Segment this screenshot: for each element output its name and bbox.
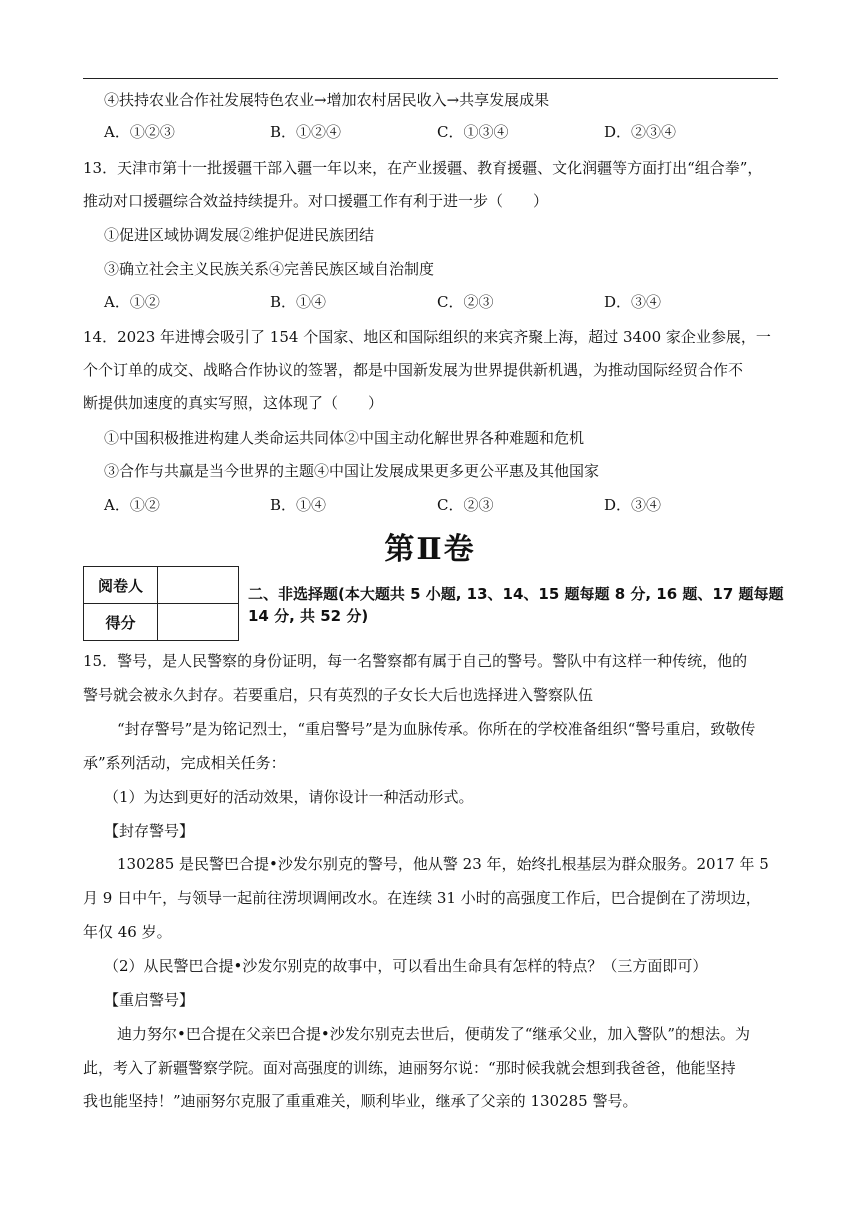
header-rule	[83, 78, 778, 79]
q14-option-d[interactable]: D．③④	[604, 496, 662, 514]
q13-items-line-2: ③确立社会主义民族关系④完善民族区域自治制度	[104, 260, 435, 278]
q13-stem-line-2: 推动对口援疆综合效益持续提升。对口援疆工作有利于进一步（ ）	[83, 192, 549, 210]
q12-item-4: ④扶持农业合作社发展特色农业→增加农村居民收入→共享发展成果	[104, 91, 550, 109]
volume-title: 第Ⅱ卷	[384, 532, 476, 567]
q13-option-d[interactable]: D．③④	[604, 293, 662, 311]
q14-option-b[interactable]: B．①④	[270, 496, 327, 514]
q15-sub-1-line-3: 年仅 46 岁。	[83, 923, 172, 941]
score-table	[83, 566, 239, 641]
q13-stem-line-1: 13．天津市第十一批援疆干部入疆一年以来，在产业援疆、教育援疆、文化润疆等方面打出“组合拳”，	[83, 159, 763, 177]
reviewer-field[interactable]	[158, 567, 239, 604]
q15-sub-2-title: 【重启警号】	[104, 991, 195, 1009]
q12-option-a[interactable]: A．①②③	[104, 123, 175, 141]
q14-stem-line-2: 个个订单的成交、战略合作协议的签署，都是中国新发展为世界提供新机遇，为推动国际经贸合作不	[83, 361, 744, 379]
q13-option-a[interactable]: A．①②	[104, 293, 160, 311]
q15-para-line-2: 承”系列活动，完成相关任务：	[83, 754, 286, 772]
q15-intro-line-1: 15．警号，是人民警察的身份证明，每一名警察都有属于自己的警号。警队中有这样一种传统，他的	[83, 652, 748, 670]
q14-option-a[interactable]: A．①②	[104, 496, 160, 514]
q13-items-line-1: ①促进区域协调发展②维护促进民族团结	[104, 226, 375, 244]
q15-sub-1-line-2: 月 9 日中午，与领导一起前往涝坝调闸改水。在连续 31 小时的高强度工作后，巴合提倒在了涝坝边，	[83, 889, 761, 907]
score-label: 得分	[84, 604, 158, 641]
q15-task-2: （2）从民警巴合提•沙发尔别克的故事中，可以看出生命具有怎样的特点？（三方面即可）	[104, 957, 708, 975]
reviewer-label: 阅卷人	[84, 567, 158, 604]
q13-option-b[interactable]: B．①④	[270, 293, 327, 311]
section-heading: 二、非选择题(本大题共 5 小题, 13、14、15 题每题 8 分, 16 题、17 题每题 14 分, 共 52 分)	[248, 585, 784, 625]
q12-option-c[interactable]: C．①③④	[437, 123, 509, 141]
q13-option-c[interactable]: C．②③	[437, 293, 494, 311]
q12-option-b[interactable]: B．①②④	[270, 123, 342, 141]
q14-option-c[interactable]: C．②③	[437, 496, 494, 514]
score-field[interactable]	[158, 604, 239, 641]
q15-para-line-1: “封存警号”是为铭记烈士，“重启警号”是为血脉传承。你所在的学校准备组织“警号重启，致敬传	[117, 720, 756, 738]
q14-stem-line-1: 14．2023 年进博会吸引了 154 个国家、地区和国际组织的来宾齐聚上海，超过 3400 家企业参展，一	[83, 328, 771, 346]
q15-sub-1-line-1: 130285 是民警巴合提•沙发尔别克的警号，他从警 23 年，始终扎根基层为群众服务。2017 年 5	[117, 855, 769, 873]
q15-sub-2-line-2: 此，考入了新疆警察学院。面对高强度的训练，迪丽努尔说：“那时候我就会想到我爸爸，他能坚持	[83, 1059, 736, 1077]
q14-stem-line-3: 断提供加速度的真实写照，这体现了（ ）	[83, 394, 384, 412]
q15-task-1: （1）为达到更好的活动效果，请你设计一种活动形式。	[104, 788, 474, 806]
q15-intro-line-2: 警号就会被永久封存。若要重启，只有英烈的子女长大后也选择进入警察队伍	[83, 686, 594, 704]
q15-sub-1-title: 【封存警号】	[104, 822, 195, 840]
q12-option-d[interactable]: D．②③④	[604, 123, 677, 141]
q15-sub-2-line-1: 迪力努尔•巴合提在父亲巴合提•沙发尔别克去世后，便萌发了“继承父业，加入警队”的想法。为	[117, 1025, 751, 1043]
q14-items-line-1: ①中国积极推进构建人类命运共同体②中国主动化解世界各种难题和危机	[104, 429, 585, 447]
q14-items-line-2: ③合作与共赢是当今世界的主题④中国让发展成果更多更公平惠及其他国家	[104, 462, 600, 480]
q15-sub-2-line-3: 我也能坚持！”迪丽努尔克服了重重难关，顺利毕业，继承了父亲的 130285 警号。	[83, 1092, 638, 1110]
